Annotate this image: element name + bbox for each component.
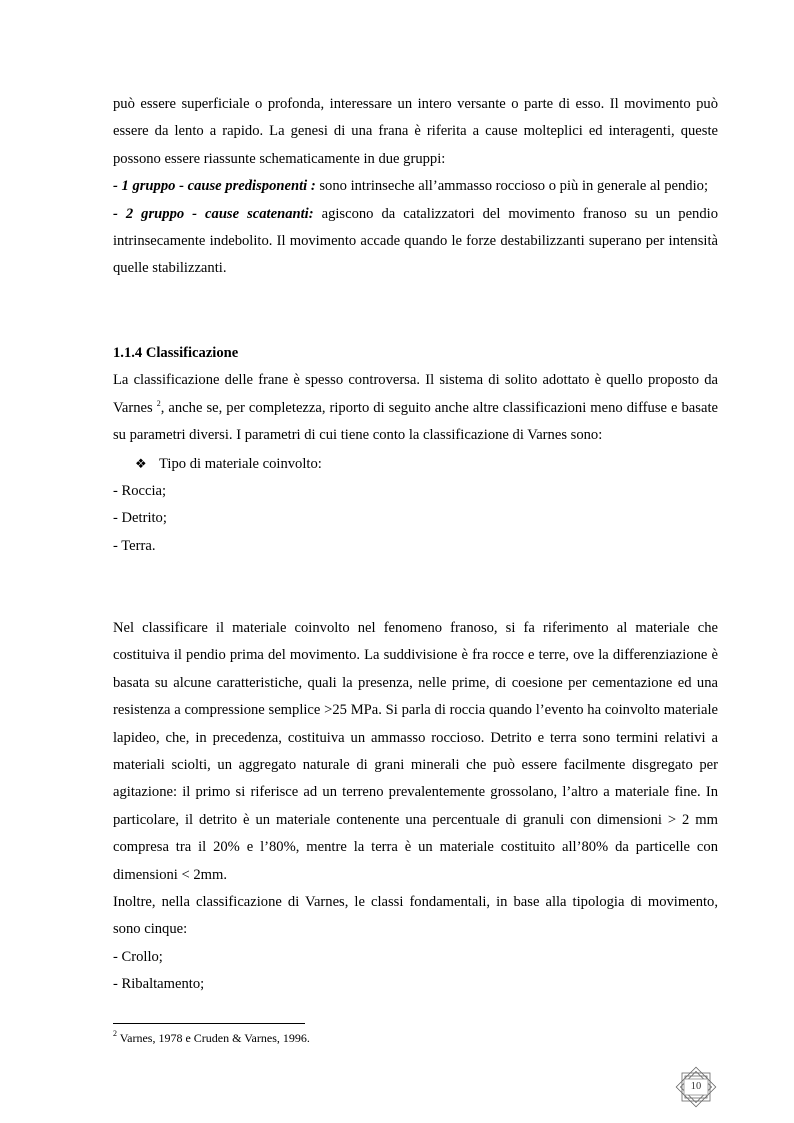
classification-section xyxy=(113,340,718,560)
intro-block xyxy=(113,91,718,283)
page-number: 10 xyxy=(690,1081,702,1092)
footnote-text: Varnes, 1978 e Cruden & Varnes, 1996. xyxy=(117,1031,310,1045)
diamond-bullet-icon: ❖ xyxy=(135,455,147,471)
bullet-item xyxy=(113,450,718,478)
classification-text-b: , anche se, per completezza, riporto di seguito anche altre classificazioni meno diffuse e basate su parametri diversi. I parametri di cui tiene conto la classificazione di Varnes sono: xyxy=(113,399,718,444)
footnote xyxy=(113,1031,310,1045)
material-item: - Terra. xyxy=(113,537,156,554)
classification-paragraph xyxy=(113,367,718,449)
group2-paragraph xyxy=(113,201,718,283)
group1-text: sono intrinseche all’ammasso roccioso o più in generale al pendio; xyxy=(315,178,709,195)
classification-text-a: La classificazione delle frane è spesso controversa. Il sistema di solito adottato è quello proposto da Varnes xyxy=(113,372,718,416)
footnote-number: 2 xyxy=(113,1029,117,1038)
footnote-ref: 2 xyxy=(156,398,161,408)
group1-paragraph xyxy=(113,173,718,200)
group1-label: - 1 gruppo - cause predisponenti : xyxy=(113,178,316,195)
material-item: - Roccia; xyxy=(113,483,167,500)
section-heading: 1.1.4 Classificazione xyxy=(113,345,239,361)
intro-paragraph: può essere superficiale o profonda, interessare un intero versante o parte di esso. Il movimento può essere da lento a rapido. La genesi di una frana è riferita a cause molteplici ed interagenti, queste possono essere riassunte schematicamente in due gruppi: xyxy=(113,96,718,167)
movement-item: - Ribaltamento; xyxy=(113,976,205,993)
group2-label: - 2 gruppo - cause scatenanti: xyxy=(113,205,314,222)
bullet-text: Tipo di materiale coinvolto: xyxy=(159,455,322,472)
material-item: - Detrito; xyxy=(113,510,167,527)
page-number-ornament xyxy=(674,1065,718,1109)
material-paragraph: Nel classificare il materiale coinvolto nel fenomeno franoso, si fa riferimento al materiale che costituiva il pendio prima del movimento. La suddivisione è fra rocce e terre, ove la differenziazione è basata su alcune caratteristiche, quali la presenza, nelle prime, di coesione per cementazione ed una resistenza a compressione semplice >25 MPa. Si parla di roccia quando l’evento ha coinvolto materiale lapideo, che, in precedenza, costituiva un ammasso roccioso. Detrito e terra sono termini relativi a materiali sciolti, un aggregato naturale di grani minerali che può essere facilmente disgregato per agitazione: il primo si riferisce ad un terreno prevalentemente grossolano, l’altro a materiale fine. In particolare, il detrito è un materiale contenente una percentuale di granuli con dimensioni > 2 mm compresa tra il 20% e l’80%, mentre la terra è un materiale costituito all’80% da particelle con dimensioni < 2mm. xyxy=(113,620,718,883)
movement-intro-paragraph: Inoltre, nella classificazione di Varnes, le classi fondamentali, in base alla tipologia di movimento, sono cinque: xyxy=(113,894,718,938)
material-description-block xyxy=(113,615,718,999)
movement-item: - Crollo; xyxy=(113,948,163,965)
group2-text: agiscono da catalizzatori del movimento franoso su un pendio intrinsecamente indebolito. Il movimento accade quando le forze destabilizzanti superano per intensità quelle stabilizzanti. xyxy=(113,205,718,277)
footnote-separator xyxy=(113,1023,305,1024)
